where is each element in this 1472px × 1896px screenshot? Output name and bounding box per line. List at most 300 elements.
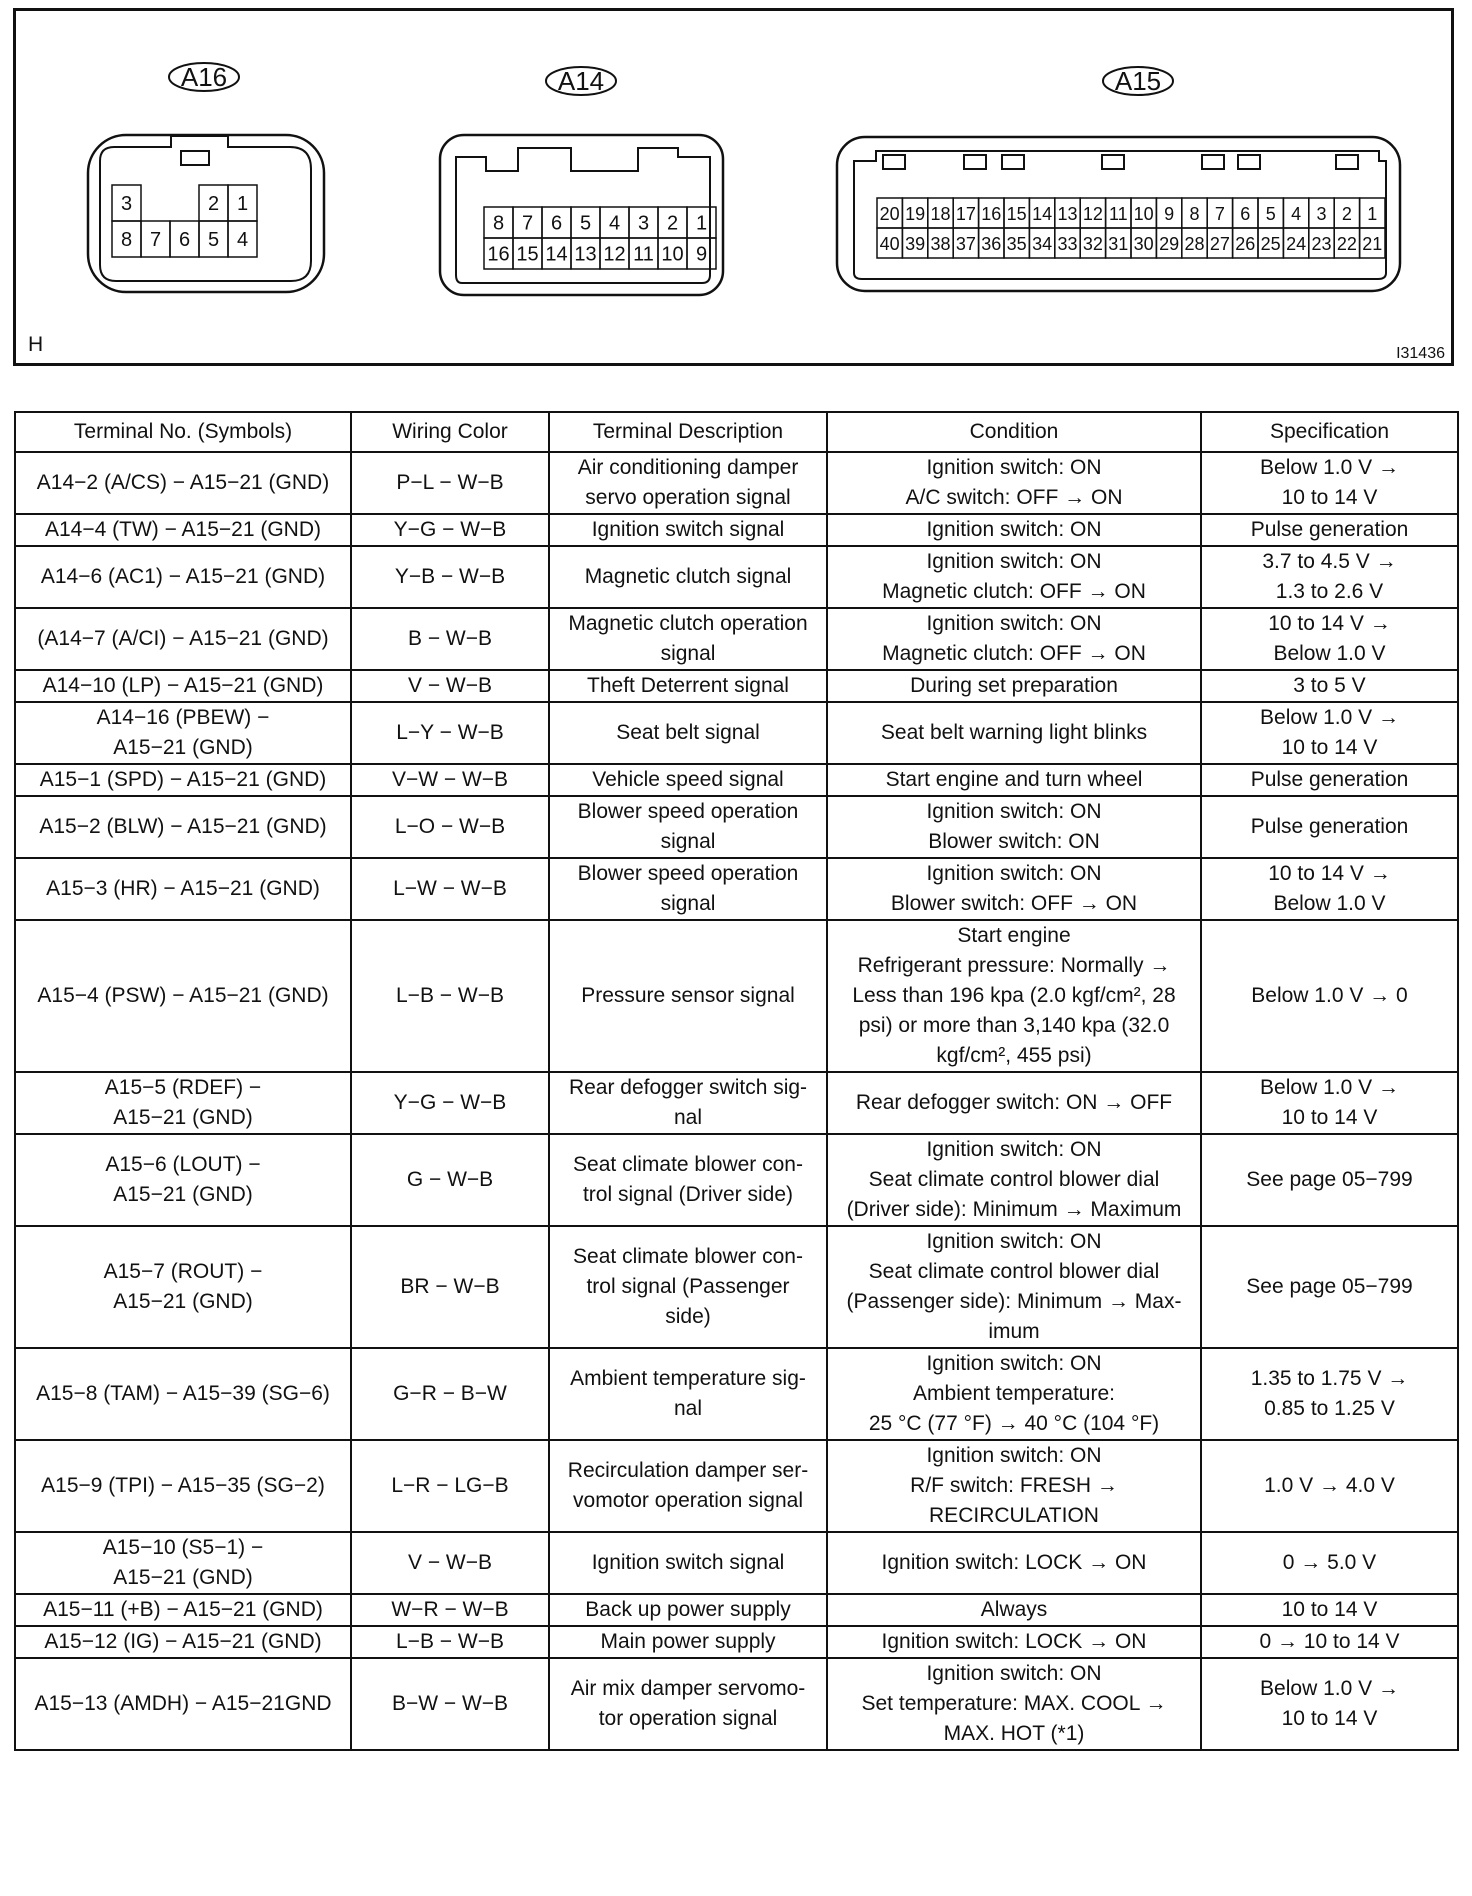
terminal-cell [15, 702, 351, 764]
cell-line: A15−21 (GND) [113, 1566, 253, 1589]
cell-line: A15−7 (ROUT) − [103, 1260, 263, 1283]
table-row [15, 920, 1458, 1072]
table-row [15, 764, 1458, 796]
cell-line: Ignition switch signal [591, 518, 785, 541]
cell-line: kgf/cm², 455 psi) [936, 1044, 1092, 1067]
pin-number: 14 [545, 243, 568, 266]
cell-line: Ignition switch: ON [926, 1352, 1102, 1375]
cell-line: Start engine and turn wheel [885, 768, 1143, 791]
table-row [15, 1226, 1458, 1348]
cell-line: 1.35 to 1.75 V → [1250, 1367, 1409, 1390]
cell-line: A15−5 (RDEF) − [104, 1076, 262, 1099]
description-cell [549, 796, 827, 858]
specification-cell [1201, 514, 1458, 546]
a15-key [1238, 155, 1260, 169]
terminal-cell [15, 1626, 351, 1658]
table-row [15, 452, 1458, 514]
cell-line: A14−2 (A/CS) − A15−21 (GND) [36, 471, 330, 494]
cell-line: Ignition switch: ON [926, 518, 1102, 541]
condition-cell [827, 920, 1201, 1072]
a15-key [1336, 155, 1358, 169]
terminal-cell [15, 1134, 351, 1226]
cell-line: 10 to 14 V [1281, 1106, 1378, 1129]
cell-line: Air conditioning damper [577, 456, 799, 479]
pin-number: 4 [608, 212, 621, 235]
pin-number: 25 [1260, 234, 1281, 254]
cell-line: 0 → 10 to 14 V [1259, 1630, 1400, 1653]
condition-cell [827, 796, 1201, 858]
specification-cell [1201, 858, 1458, 920]
description-cell [549, 608, 827, 670]
cell-line: Ignition switch: ON [926, 612, 1102, 635]
cell-line: 10 to 14 V → [1268, 612, 1391, 635]
terminal-cell [15, 1348, 351, 1440]
specification-cell [1201, 1626, 1458, 1658]
wiring-color-cell [351, 858, 549, 920]
cell-line: Ignition switch: ON [926, 1662, 1102, 1685]
wiring-color-cell [351, 1072, 549, 1134]
pin-number: 33 [1057, 234, 1078, 254]
pin-number: 36 [981, 234, 1002, 254]
table-row [15, 546, 1458, 608]
a15-key [1202, 155, 1224, 169]
table-row [15, 1626, 1458, 1658]
cell-line: Pulse generation [1250, 768, 1409, 791]
specification-cell [1201, 670, 1458, 702]
condition-cell [827, 1658, 1201, 1750]
condition-cell [827, 1348, 1201, 1440]
cell-line: Seat belt signal [616, 721, 760, 744]
pin-number: 8 [120, 229, 133, 251]
condition-cell [827, 702, 1201, 764]
cell-line: Ignition switch: ON [926, 1444, 1102, 1467]
cell-line: L−R − LG−B [391, 1474, 509, 1497]
wiring-color-cell [351, 546, 549, 608]
wiring-color-cell [351, 1134, 549, 1226]
a15-label: A15 [1114, 66, 1162, 96]
wiring-color-cell [351, 1226, 549, 1348]
table-row [15, 702, 1458, 764]
pin-number: 13 [574, 243, 597, 266]
description-cell [549, 920, 827, 1072]
wiring-color-cell [351, 452, 549, 514]
cell-line: L−B − W−B [396, 1630, 504, 1653]
description-cell [549, 1072, 827, 1134]
cell-line: A15−12 (IG) − A15−21 (GND) [44, 1630, 322, 1653]
connector-diagram [13, 8, 1454, 366]
cell-line: trol signal (Driver side) [582, 1183, 794, 1206]
pin-number: 15 [516, 243, 539, 266]
cell-line: Ignition switch: ON [926, 862, 1102, 885]
cell-line: Vehicle speed signal [592, 768, 784, 791]
cell-line: side) [665, 1305, 711, 1328]
condition-cell [827, 1532, 1201, 1594]
cell-line: Rear defogger switch: ON → OFF [855, 1091, 1173, 1114]
cell-line: Blower speed operation [577, 862, 799, 885]
figure-id: I31436 [1396, 345, 1445, 362]
pin-number: 21 [1362, 234, 1383, 254]
cell-line: L−Y − W−B [396, 721, 504, 744]
wiring-color-cell [351, 920, 549, 1072]
cell-line: B − W−B [407, 627, 493, 650]
cell-line: Pressure sensor signal [581, 984, 795, 1007]
cell-line: 10 to 14 V → [1268, 862, 1391, 885]
terminal-cell [15, 1594, 351, 1626]
table-row [15, 1532, 1458, 1594]
cell-line: Blower switch: OFF → ON [890, 892, 1138, 915]
condition-cell [827, 1594, 1201, 1626]
cell-line: signal [660, 830, 716, 853]
wiring-color-cell [351, 1440, 549, 1532]
condition-cell [827, 1134, 1201, 1226]
specification-cell [1201, 1658, 1458, 1750]
terminal-cell [15, 1072, 351, 1134]
a15-key [964, 155, 986, 169]
cell-line: L−W − W−B [393, 877, 507, 900]
cell-line: Magnetic clutch: OFF → ON [882, 580, 1146, 603]
terminal-cell [15, 920, 351, 1072]
pin-number: 37 [955, 234, 976, 254]
cell-line: L−B − W−B [396, 984, 504, 1007]
corner-label: H [28, 333, 44, 356]
cell-line: A15−9 (TPI) − A15−35 (SG−2) [41, 1474, 325, 1497]
description-cell [549, 1532, 827, 1594]
table-row [15, 608, 1458, 670]
wiring-color-cell [351, 1626, 549, 1658]
pin-number: 31 [1108, 234, 1129, 254]
cell-line: G − W−B [406, 1168, 494, 1191]
specification-cell [1201, 796, 1458, 858]
cell-line: Seat climate blower con- [573, 1245, 803, 1268]
pin-number: 10 [661, 243, 684, 266]
condition-cell [827, 858, 1201, 920]
cell-line: Ignition switch: LOCK → ON [881, 1630, 1147, 1653]
cell-line: 3.7 to 4.5 V → [1262, 550, 1397, 573]
pin-number: 9 [1164, 204, 1175, 224]
specification-cell [1201, 1072, 1458, 1134]
cell-line: A14−4 (TW) − A15−21 (GND) [44, 518, 322, 541]
cell-line: Below 1.0 V → 0 [1251, 984, 1408, 1007]
table-row [15, 796, 1458, 858]
terminal-cell [15, 608, 351, 670]
pin-number: 5 [1265, 204, 1276, 224]
cell-line: A15−21 (GND) [113, 1290, 253, 1313]
description-cell [549, 1658, 827, 1750]
table-row [15, 1348, 1458, 1440]
pin-number: 3 [637, 212, 650, 235]
pin-number: 16 [981, 204, 1002, 224]
pin-number: 19 [905, 204, 926, 224]
wiring-color-cell [351, 796, 549, 858]
connector-pin-grids [112, 185, 1385, 269]
cell-line: Magnetic clutch: OFF → ON [882, 642, 1146, 665]
cell-line: Refrigerant pressure: Normally → [857, 954, 1171, 977]
table-row [15, 1134, 1458, 1226]
description-cell [549, 1134, 827, 1226]
cell-line: Y−G − W−B [393, 1091, 507, 1114]
pin-number: 7 [521, 212, 534, 235]
cell-line: Pulse generation [1250, 815, 1409, 838]
cell-line: A15−11 (+B) − A15−21 (GND) [43, 1598, 323, 1621]
pin-number: 20 [879, 204, 900, 224]
cell-line: Back up power supply [585, 1598, 791, 1621]
terminal-cell [15, 452, 351, 514]
pin-number: 8 [1189, 204, 1200, 224]
pin-number: 11 [633, 243, 654, 266]
header-specification: Specification [1201, 412, 1458, 452]
cell-line: Always [980, 1598, 1048, 1621]
cell-line: 3 to 5 V [1293, 674, 1366, 697]
a16-label: A16 [180, 62, 228, 92]
pin-number: 5 [579, 212, 592, 235]
cell-line: 10 to 14 V [1281, 736, 1378, 759]
pin-number: 12 [1082, 204, 1103, 224]
cell-line: Seat climate control blower dial [868, 1260, 1160, 1283]
cell-line: R/F switch: FRESH → [910, 1474, 1118, 1497]
condition-cell [827, 514, 1201, 546]
cell-line: vomotor operation signal [573, 1489, 803, 1512]
pin-number: 18 [930, 204, 951, 224]
specification-cell [1201, 1226, 1458, 1348]
pin-number: 9 [695, 243, 708, 266]
specification-cell [1201, 764, 1458, 796]
pin-number: 15 [1006, 204, 1027, 224]
cell-line: nal [673, 1106, 703, 1129]
cell-line: A15−4 (PSW) − A15−21 (GND) [37, 984, 329, 1007]
cell-line: Below 1.0 V [1273, 892, 1386, 915]
cell-line: A15−21 (GND) [113, 1106, 253, 1129]
cell-line: L−O − W−B [394, 815, 506, 838]
condition-cell [827, 1626, 1201, 1658]
cell-line: Y−G − W−B [393, 518, 507, 541]
cell-line: Ignition switch: ON [926, 1230, 1102, 1253]
cell-line: See page 05−799 [1246, 1168, 1413, 1191]
specification-cell [1201, 1348, 1458, 1440]
header-description: Terminal Description [549, 412, 827, 452]
cell-line: psi) or more than 3,140 kpa (32.0 [858, 1014, 1170, 1037]
cell-line: (Driver side): Minimum → Maximum [846, 1198, 1182, 1221]
cell-line: See page 05−799 [1246, 1275, 1413, 1298]
pin-number: 4 [236, 229, 249, 251]
cell-line: V − W−B [407, 674, 493, 697]
pin-number: 28 [1184, 234, 1205, 254]
terminal-cell [15, 764, 351, 796]
condition-cell [827, 546, 1201, 608]
cell-line: Below 1.0 V → [1260, 1076, 1399, 1099]
pin-number: 14 [1032, 204, 1053, 224]
terminal-cell [15, 796, 351, 858]
cell-line: Theft Deterrent signal [587, 674, 789, 697]
cell-line: Ambient temperature sig- [570, 1367, 806, 1390]
terminal-cell [15, 1658, 351, 1750]
cell-line: 10 to 14 V [1281, 486, 1378, 509]
description-cell [549, 546, 827, 608]
cell-line: signal [660, 892, 716, 915]
cell-line: A15−10 (S5−1) − [102, 1536, 264, 1559]
pin-number: 8 [492, 212, 505, 235]
cell-line: P−L − W−B [396, 471, 504, 494]
pin-number: 13 [1057, 204, 1078, 224]
specification-cell [1201, 1594, 1458, 1626]
description-cell [549, 764, 827, 796]
pin-number: 1 [695, 212, 708, 235]
cell-line: Y−B − W−B [394, 565, 506, 588]
cell-line: 10 to 14 V [1281, 1707, 1378, 1730]
pin-number: 22 [1336, 234, 1357, 254]
cell-line: Ignition switch: ON [926, 1138, 1102, 1161]
cell-line: 0 → 5.0 V [1282, 1551, 1377, 1574]
cell-line: (Passenger side): Minimum → Max- [846, 1290, 1182, 1313]
specification-cell [1201, 1134, 1458, 1226]
cell-line: Blower switch: ON [928, 830, 1100, 853]
cell-line: A15−1 (SPD) − A15−21 (GND) [39, 768, 327, 791]
specification-cell [1201, 702, 1458, 764]
cell-line: Blower speed operation [577, 800, 799, 823]
table-row [15, 858, 1458, 920]
pin-number: 12 [603, 243, 626, 266]
pin-number: 2 [666, 212, 679, 235]
pin-number: 10 [1133, 204, 1154, 224]
specification-cell [1201, 452, 1458, 514]
cell-line: Ignition switch signal [591, 1551, 785, 1574]
terminal-cell [15, 1532, 351, 1594]
terminal-cell [15, 670, 351, 702]
cell-line: A14−6 (AC1) − A15−21 (GND) [40, 565, 326, 588]
pin-number: 38 [930, 234, 951, 254]
cell-line: Rear defogger switch sig- [568, 1076, 808, 1099]
terminal-cell [15, 858, 351, 920]
terminal-cell [15, 546, 351, 608]
cell-line: A15−2 (BLW) − A15−21 (GND) [39, 815, 327, 838]
pin-number: 16 [487, 243, 510, 266]
condition-cell [827, 764, 1201, 796]
wiring-color-cell [351, 702, 549, 764]
cell-line: Below 1.0 V → [1260, 456, 1399, 479]
pin-number: 24 [1286, 234, 1307, 254]
cell-line: A14−16 (PBEW) − [96, 706, 270, 729]
cell-line: Air mix damper servomo- [570, 1677, 806, 1700]
a16-latch [181, 151, 209, 165]
wiring-color-cell [351, 514, 549, 546]
table-header-row [15, 412, 1458, 452]
pin-number: 6 [550, 212, 563, 235]
cell-line: During set preparation [910, 674, 1118, 697]
wiring-color-cell [351, 764, 549, 796]
cell-line: trol signal (Passenger [586, 1275, 790, 1298]
cell-line: A15−21 (GND) [113, 1183, 253, 1206]
a15-key [1102, 155, 1124, 169]
specification-cell [1201, 608, 1458, 670]
terminal-cell [15, 1226, 351, 1348]
condition-cell [827, 1072, 1201, 1134]
cell-line: W−R − W−B [391, 1598, 509, 1621]
pin-number: 2 [1341, 204, 1352, 224]
terminal-cell [15, 514, 351, 546]
cell-line: 10 to 14 V [1281, 1598, 1378, 1621]
cell-line: 1.3 to 2.6 V [1275, 580, 1384, 603]
cell-line: Ignition switch: ON [926, 550, 1102, 573]
pin-number: 40 [879, 234, 900, 254]
pin-number: 23 [1311, 234, 1332, 254]
cell-line: B−W − W−B [391, 1692, 509, 1715]
pin-number: 34 [1032, 234, 1053, 254]
cell-line: Below 1.0 V → [1260, 1677, 1399, 1700]
pin-number: 3 [1316, 204, 1327, 224]
a15-key [883, 155, 905, 169]
cell-line: 0.85 to 1.25 V [1264, 1397, 1395, 1420]
connector-drawing [16, 11, 1451, 363]
cell-line: A15−3 (HR) − A15−21 (GND) [46, 877, 320, 900]
description-cell [549, 1440, 827, 1532]
description-cell [549, 514, 827, 546]
cell-line: Ambient temperature: [913, 1382, 1115, 1405]
terminal-cell [15, 1440, 351, 1532]
cell-line: G−R − B−W [393, 1382, 507, 1405]
cell-line: Seat climate control blower dial [868, 1168, 1160, 1191]
cell-line: Ignition switch: ON [926, 800, 1102, 823]
cell-line: tor operation signal [598, 1707, 778, 1730]
cell-line: Seat climate blower con- [573, 1153, 803, 1176]
condition-cell [827, 1226, 1201, 1348]
table-row [15, 670, 1458, 702]
cell-line: A15−6 (LOUT) − [105, 1153, 261, 1176]
condition-cell [827, 1440, 1201, 1532]
header-wiring-color: Wiring Color [351, 412, 549, 452]
cell-line: Below 1.0 V [1273, 642, 1386, 665]
pin-number: 1 [1367, 204, 1378, 224]
header-terminal: Terminal No. (Symbols) [15, 412, 351, 452]
description-cell [549, 452, 827, 514]
condition-cell [827, 670, 1201, 702]
cell-line: A15−8 (TAM) − A15−39 (SG−6) [36, 1382, 330, 1405]
wiring-color-cell [351, 1532, 549, 1594]
cell-line: RECIRCULATION [929, 1504, 1099, 1527]
pin-number: 1 [236, 193, 249, 215]
pin-number: 6 [1240, 204, 1251, 224]
wiring-color-cell [351, 1594, 549, 1626]
pin-number: 32 [1082, 234, 1103, 254]
cell-line: signal [660, 642, 716, 665]
cell-line: A15−13 (AMDH) − A15−21GND [34, 1692, 332, 1715]
pin-number: 11 [1108, 204, 1128, 224]
pin-number: 30 [1133, 234, 1154, 254]
specification-cell [1201, 1532, 1458, 1594]
table-row [15, 1072, 1458, 1134]
table-row [15, 1594, 1458, 1626]
cell-line: 1.0 V → 4.0 V [1264, 1474, 1395, 1497]
pin-number: 6 [178, 229, 191, 251]
cell-line: Ignition switch: ON [926, 456, 1102, 479]
table-row [15, 1440, 1458, 1532]
specification-cell [1201, 1440, 1458, 1532]
cell-line: 25 °C (77 °F) → 40 °C (104 °F) [868, 1412, 1160, 1435]
cell-line: Below 1.0 V → [1260, 706, 1399, 729]
condition-cell [827, 452, 1201, 514]
table-row [15, 514, 1458, 546]
pin-number: 27 [1209, 234, 1230, 254]
cell-line: MAX. HOT (*1) [943, 1722, 1085, 1745]
cell-line: A14−10 (LP) − A15−21 (GND) [42, 674, 324, 697]
pin-number: 17 [955, 204, 976, 224]
wiring-color-cell [351, 1348, 549, 1440]
pin-number: 26 [1235, 234, 1256, 254]
pin-number: 3 [120, 193, 133, 215]
cell-line: BR − W−B [400, 1275, 500, 1298]
pin-number: 39 [905, 234, 926, 254]
cell-line: Less than 196 kpa (2.0 kgf/cm², 28 [852, 984, 1176, 1007]
pin-number: 7 [1214, 204, 1225, 224]
pin-number: 2 [207, 193, 220, 215]
